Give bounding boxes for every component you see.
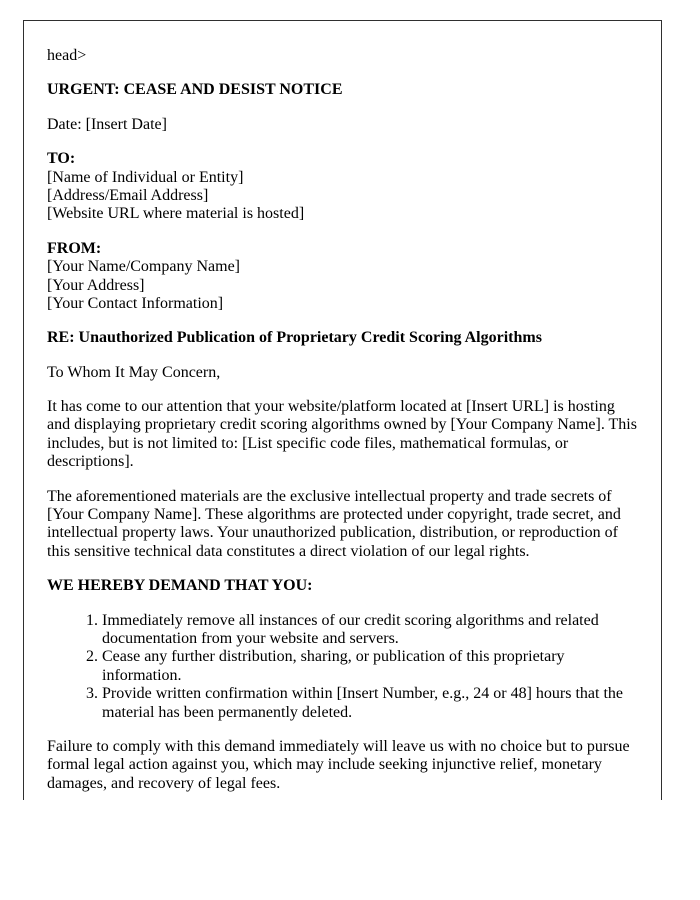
- re-line-text: RE: Unauthorized Publication of Proprietary Credit Scoring Algorithms: [47, 329, 542, 347]
- from-line-2: [Your Address]: [47, 276, 145, 294]
- demand-item-3: 3. Provide written confirmation within [Insert Number, e.g., 24 or 48] hours that the material has been permanently deleted.: [102, 685, 638, 722]
- date-line: Date: [Insert Date]: [47, 115, 167, 133]
- from-line-3: [Your Contact Information]: [47, 294, 224, 312]
- letter-title-text: URGENT: CEASE AND DESIST NOTICE: [47, 81, 343, 99]
- stray-markup-text: head>: [47, 47, 87, 64]
- letter-title: [47, 81, 638, 99]
- to-line-3: [Website URL where material is hosted]: [47, 205, 305, 223]
- from-block: [47, 240, 638, 314]
- demand-item-1: 1. Immediately remove all instances of our credit scoring algorithms and related documentation from your website and servers.: [102, 612, 638, 649]
- demand-list: [47, 612, 638, 722]
- to-block: [47, 150, 638, 224]
- to-line-2: [Address/Email Address]: [47, 186, 209, 204]
- demand-item-2: 2. Cease any further distribution, sharing, or publication of this proprietary information.: [102, 648, 638, 685]
- body-paragraph-1: It has come to our attention that your website/platform located at [Insert URL] is hosting and displaying proprietary credit scoring algorithms owned by [Your Company Name]. This includes, but is not limited to: [List specific code files, mathematical formulas, or descriptions].: [47, 398, 637, 471]
- to-label: TO:: [47, 150, 76, 168]
- letter-container: [23, 20, 662, 800]
- demand-heading: [47, 577, 638, 595]
- from-line-1: [Your Name/Company Name]: [47, 258, 241, 276]
- body-paragraph-2: The aforementioned materials are the exclusive intellectual property and trade secrets of [Your Company Name]. These algorithms are protected under copyright, trade secret, and intellectual property laws. Your unauthorized publication, distribution, or reproduction of this sensitive technical data constitutes a direct violation of our legal rights.: [47, 487, 621, 560]
- to-line-1: [Name of Individual or Entity]: [47, 168, 244, 186]
- demand-heading-text: WE HEREBY DEMAND THAT YOU:: [47, 577, 313, 595]
- re-line: [47, 329, 638, 347]
- salutation: To Whom It May Concern,: [47, 363, 221, 381]
- from-label: FROM:: [47, 239, 102, 257]
- closing-paragraph: Failure to comply with this demand immediately will leave us with no choice but to pursue formal legal action against you, which may include seeking injunctive relief, monetary damages, and recovery of legal fees.: [47, 737, 630, 792]
